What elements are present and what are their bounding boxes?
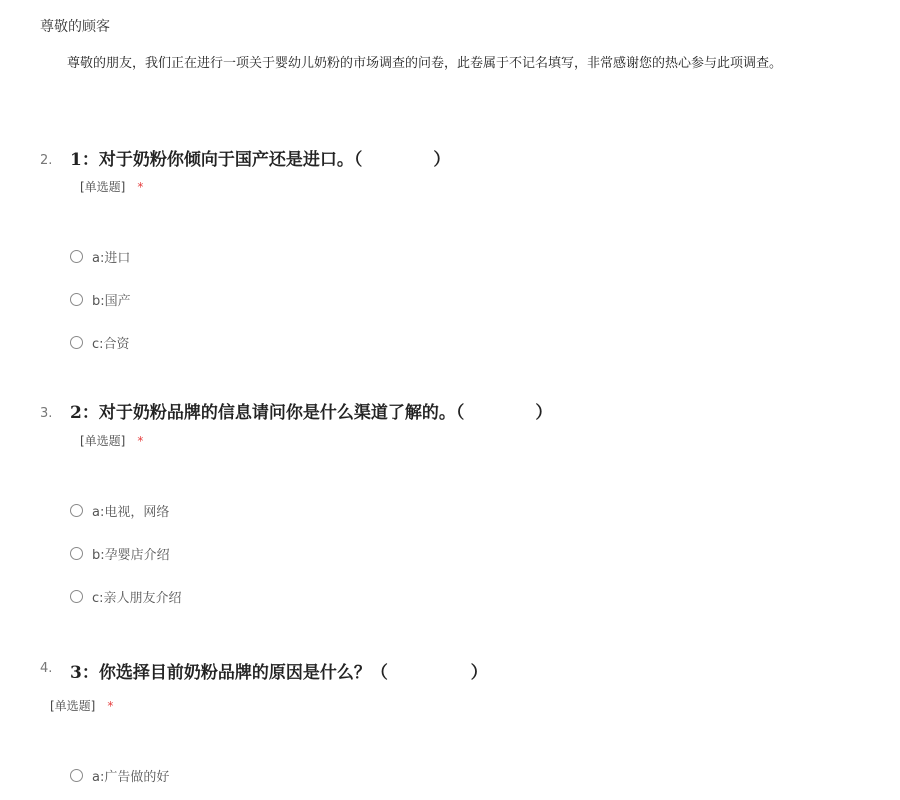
- option-label: c:亲人朋友介绍: [92, 591, 182, 606]
- option-baby-store[interactable]: [70, 544, 170, 563]
- option-label: a:进口: [92, 251, 131, 266]
- option-tv-internet[interactable]: [70, 501, 169, 520]
- question-title: 3：你选择目前奶粉品牌的原因是什么？（ ）: [70, 663, 488, 683]
- question-type-label: [单选题]: [50, 699, 96, 713]
- option-label: b:孕婴店介绍: [92, 548, 170, 563]
- question-title: 1：对于奶粉你倾向于国产还是进口。（ ）: [70, 150, 451, 170]
- option-label: a:电视，网络: [92, 505, 170, 520]
- question-title: 2：对于奶粉品牌的信息请问你是什么渠道了解的。（ ）: [70, 403, 553, 423]
- option-imported[interactable]: [70, 247, 130, 266]
- radio-button[interactable]: [70, 250, 83, 263]
- required-mark: *: [137, 434, 144, 448]
- radio-button[interactable]: [70, 547, 83, 560]
- required-mark: *: [107, 699, 114, 713]
- question-number: 3.: [40, 406, 53, 421]
- radio-button[interactable]: [70, 769, 83, 782]
- required-mark: *: [137, 180, 144, 194]
- question-type: [50, 697, 113, 714]
- question-type-label: [单选题]: [80, 180, 126, 194]
- question-number: 2.: [40, 153, 53, 168]
- radio-button[interactable]: [70, 293, 83, 306]
- option-family-friends[interactable]: [70, 587, 182, 606]
- radio-button[interactable]: [70, 336, 83, 349]
- option-label: a:广告做的好: [92, 770, 170, 785]
- option-domestic[interactable]: [70, 290, 131, 309]
- greeting: 尊敬的顾客: [40, 19, 110, 35]
- option-label: c:合资: [92, 337, 130, 352]
- intro-text: 尊敬的朋友，我们正在进行一项关于婴幼儿奶粉的市场调查的问卷，此卷属于不记名填写，非常感谢您的热心参与此项调查。: [67, 56, 783, 71]
- radio-button[interactable]: [70, 504, 83, 517]
- option-label: b:国产: [92, 294, 131, 309]
- question-number: 4.: [40, 661, 53, 676]
- question-type: [80, 432, 143, 449]
- question-type-label: [单选题]: [80, 434, 126, 448]
- option-good-ads[interactable]: [70, 766, 169, 785]
- radio-button[interactable]: [70, 590, 83, 603]
- option-joint-venture[interactable]: [70, 333, 130, 352]
- question-type: [80, 178, 143, 195]
